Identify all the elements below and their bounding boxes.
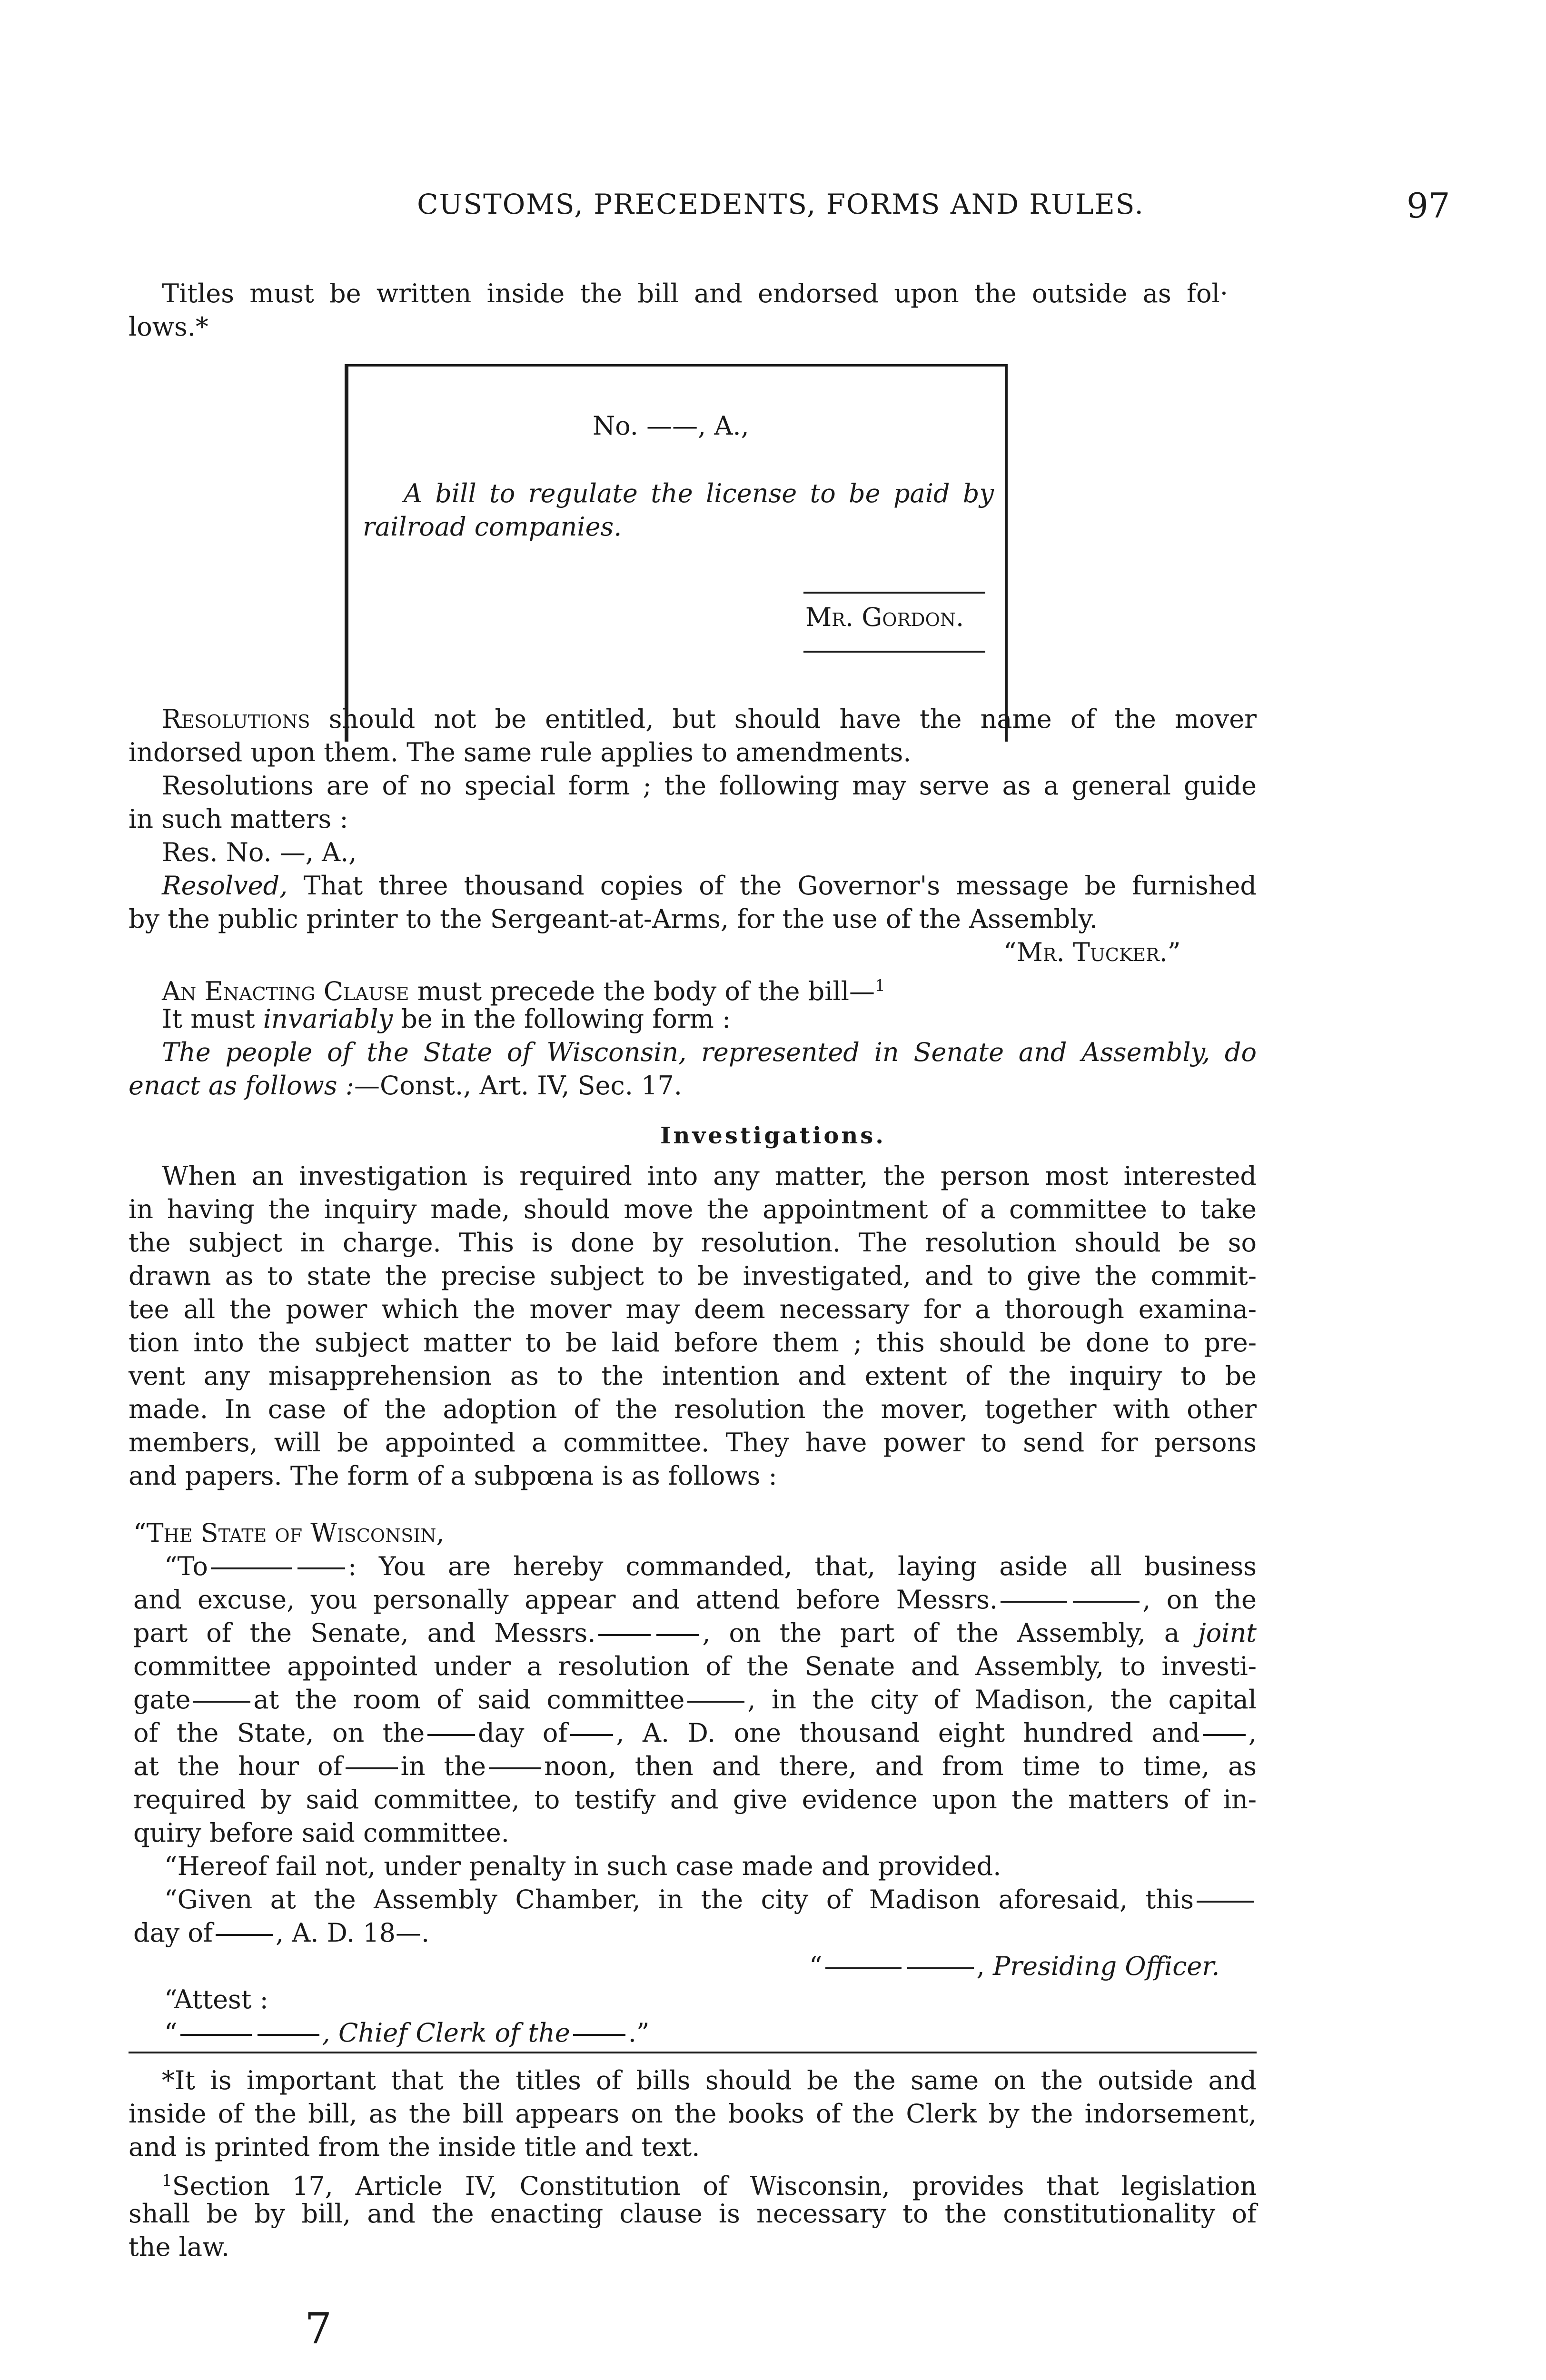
bill-number-line: No. ——, A., bbox=[593, 411, 749, 441]
bill-sponsor: Mr. Gordon. bbox=[805, 602, 964, 632]
intro-line-1: Titles must be written inside the bill and endorsed upon the outside as fol· bbox=[162, 278, 1228, 308]
investigations-line: made. In case of the adoption of the resolution the mover, together with other bbox=[129, 1394, 1257, 1424]
sponsor-rule-bottom bbox=[803, 651, 985, 653]
resolutions-form-line-2: in such matters : bbox=[129, 804, 348, 834]
endorsement-box-right-border bbox=[1005, 364, 1008, 742]
investigations-line: tee all the power which the mover may deem necessary for a thorough examina- bbox=[129, 1294, 1257, 1324]
subpoena-line-5: gate at the room of said committee , in the city of Madison, the capital bbox=[133, 1685, 1257, 1715]
sponsor-rule-top bbox=[803, 592, 985, 594]
subpoena-line-9: quiry before said committee. bbox=[133, 1818, 509, 1848]
footnote-star-line-2: inside of the bill, as the bill appears on the books of the Clerk by the indorsement, bbox=[129, 2099, 1257, 2129]
subpoena-line-3: part of the Senate, and Messrs. , on the part of the Assembly, a joint bbox=[133, 1618, 1257, 1648]
enacting-clause-line-1: The people of the State of Wisconsin, represented in Senate and Assembly, do bbox=[162, 1037, 1257, 1067]
subpoena-line-8: required by said committee, to testify and give evidence upon the matters of in- bbox=[133, 1785, 1257, 1815]
resolutions-line-1: Resolutions should not be entitled, but should have the name of the mover bbox=[162, 704, 1257, 734]
footnote-1-mark: 1 bbox=[162, 2171, 172, 2190]
footnote-1-line-2: shall be by bill, and the enacting clause is necessary to the constitutionality of bbox=[129, 2199, 1257, 2229]
subpoena-given-line-1: “Given at the Assembly Chamber, in the city of Madison aforesaid, this bbox=[164, 1883, 1257, 1916]
resolutions-line-2: indorsed upon them. The same rule applies to amendments. bbox=[129, 737, 912, 767]
resolution-number: Res. No. —, A., bbox=[162, 837, 357, 867]
investigations-line: and papers. The form of a subpœna is as follows : bbox=[129, 1461, 777, 1491]
investigations-line: When an investigation is required into any matter, the person most interested bbox=[162, 1161, 1257, 1191]
footnote-1-line-1: $^1$Section 17, Article IV, Constitution of Wisconsin, provides that legislation bbox=[162, 2171, 1257, 2201]
resolved-word: Resolved, bbox=[162, 871, 288, 901]
intro-line-2: lows.* bbox=[129, 312, 208, 342]
subpoena-line-4: committee appointed under a resolution of the Senate and Assembly, to investi- bbox=[133, 1651, 1257, 1681]
investigations-line: members, will be appointed a committee. They have power to send for persons bbox=[129, 1428, 1257, 1458]
resolved-line-2: by the public printer to the Sergeant-at-Arms, for the use of the Assembly. bbox=[129, 904, 1098, 934]
investigations-line: drawn as to state the precise subject to be investigated, and to give the commit- bbox=[129, 1261, 1257, 1291]
resolution-mover: “Mr. Tucker.” bbox=[1003, 937, 1181, 967]
endorsement-box-left-border bbox=[345, 364, 348, 742]
chief-clerk-signature: “ , Chief Clerk of the .” bbox=[164, 2018, 650, 2048]
investigations-line: vent any misapprehension as to the intention and extent of the inquiry to be bbox=[129, 1361, 1257, 1391]
investigations-line: the subject in charge. This is done by resolution. The resolution should be so bbox=[129, 1228, 1257, 1258]
subpoena-attest: “Attest : bbox=[164, 1984, 268, 2014]
footnote-star-line-3: and is printed from the inside title and text. bbox=[129, 2132, 700, 2162]
resolved-line-1: Resolved, That three thousand copies of the Governor's message be furnished bbox=[162, 871, 1257, 901]
section-heading-investigations: Investigations. bbox=[660, 1122, 886, 1149]
bill-title-line-1: A bill to regulate the license to be paid by bbox=[404, 478, 994, 508]
subpoena-line-7: at the hour of in the noon, then and there, and from time to time, as bbox=[133, 1751, 1257, 1781]
running-title: CUSTOMS, PRECEDENTS, FORMS AND RULES. bbox=[417, 188, 1144, 220]
subpoena-line-2: and excuse, you personally appear and attend before Messrs. , on the bbox=[133, 1585, 1257, 1615]
footnote-reference-1: 1 bbox=[875, 976, 885, 995]
enacting-clause-line-2: enact as follows :—Const., Art. IV, Sec. 17. bbox=[129, 1071, 682, 1101]
subpoena-state-line: “The State of Wisconsin, bbox=[133, 1518, 445, 1548]
footnote-divider bbox=[129, 2052, 1257, 2053]
footnote-star-line-1: *It is important that the titles of bills should be the same on the outside and bbox=[162, 2065, 1257, 2095]
subpoena-hereof: “Hereof fail not, under penalty in such case made and provided. bbox=[164, 1851, 1001, 1881]
enacting-clause-lead: An Enacting Clause bbox=[162, 976, 409, 1006]
endorsement-box-top-border bbox=[345, 364, 1008, 367]
enacting-clause-rule: An Enacting Clause must precede the body of the bill—$^1$ bbox=[162, 976, 885, 1006]
constitution-citation: —Const., Art. IV, Sec. 17. bbox=[354, 1071, 682, 1101]
resolutions-lead: Resolutions bbox=[162, 704, 310, 734]
subpoena-line-6: of the State, on the day of , A. D. one thousand eight hundred and , bbox=[133, 1718, 1257, 1748]
investigations-line: in having the inquiry made, should move the appointment of a committee to take bbox=[129, 1194, 1257, 1224]
resolutions-form-line-1: Resolutions are of no special form ; the following may serve as a general guide bbox=[162, 771, 1257, 801]
subpoena-given-line-2: day of , A. D. 18—. bbox=[133, 1918, 430, 1948]
signature-folio-mark: 7 bbox=[305, 2304, 332, 2354]
bill-title-line-2: railroad companies. bbox=[363, 512, 622, 542]
footnote-1-line-3: the law. bbox=[129, 2232, 230, 2262]
enacting-form-intro: It must invariably be in the following form : bbox=[162, 1004, 731, 1034]
page-number: 97 bbox=[1407, 186, 1450, 226]
presiding-officer-signature: “ , Presiding Officer. bbox=[809, 1951, 1220, 1981]
investigations-line: tion into the subject matter to be laid before them ; this should be done to pre- bbox=[129, 1328, 1257, 1358]
subpoena-line-1: “To : You are hereby commanded, that, laying aside all business bbox=[164, 1551, 1257, 1581]
